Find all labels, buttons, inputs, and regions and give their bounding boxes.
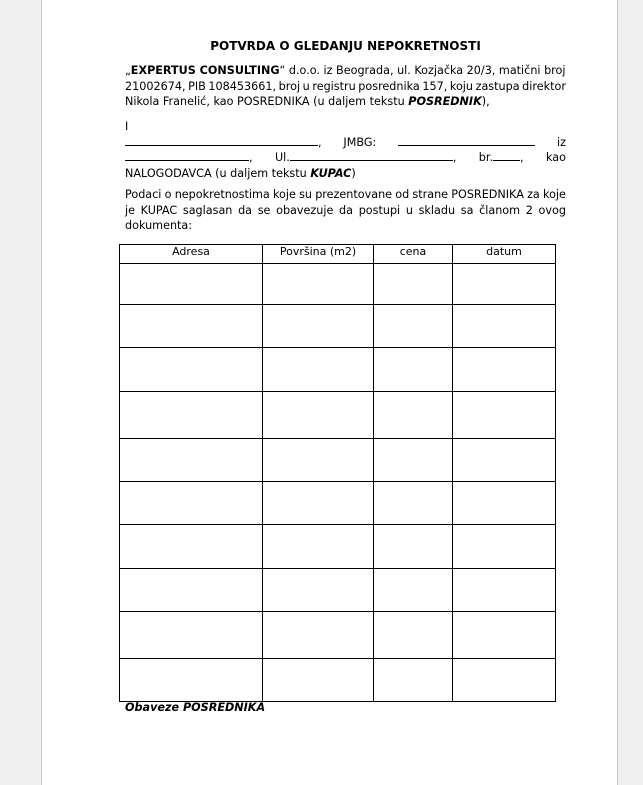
word: direktor <box>522 79 566 93</box>
iz-label: iz <box>557 135 566 149</box>
table-cell-cena[interactable] <box>374 482 453 525</box>
table-row <box>120 659 556 702</box>
word: da <box>339 203 354 217</box>
word: zastupa <box>475 79 520 93</box>
posrednik-term: POSREDNIK <box>408 95 482 108</box>
table-cell-adresa[interactable] <box>120 612 263 659</box>
section-heading-obaveze: Obaveze POSREDNIKA <box>125 701 266 714</box>
table-cell-cena[interactable] <box>374 305 453 348</box>
jmbg-label: JMBG: <box>343 135 377 149</box>
word: strane <box>412 188 449 201</box>
table-cell-povrsina[interactable] <box>263 612 374 659</box>
properties-intro-line-2 <box>125 203 566 219</box>
word: POSREDNIKA <box>451 188 524 201</box>
word: obavezuje <box>276 203 334 217</box>
table-cell-adresa[interactable] <box>120 659 263 702</box>
table-cell-cena[interactable] <box>374 612 453 659</box>
table-cell-adresa[interactable] <box>120 348 263 392</box>
table-cell-datum[interactable] <box>453 348 556 392</box>
word: su <box>299 188 312 201</box>
table-cell-povrsina[interactable] <box>263 482 374 525</box>
word: 108453661, <box>208 79 277 93</box>
word: koje <box>543 188 566 201</box>
properties-intro-paragraph <box>125 187 566 234</box>
word: skladu <box>418 203 456 217</box>
street-field[interactable] <box>290 150 453 161</box>
table-cell-cena[interactable] <box>374 659 453 702</box>
table-cell-datum[interactable] <box>453 482 556 525</box>
word: ovog <box>538 203 566 217</box>
table-row <box>120 439 556 482</box>
word: 157, <box>422 79 448 93</box>
table-cell-povrsina[interactable] <box>263 439 374 482</box>
table-row <box>120 525 556 569</box>
table-cell-cena[interactable] <box>374 348 453 392</box>
word: KUPAC <box>140 203 178 217</box>
buyer-line-1: , JMBG: iz <box>125 135 566 151</box>
buyer-name-field[interactable] <box>125 135 318 146</box>
table-cell-adresa[interactable] <box>120 305 263 348</box>
word: posrednika <box>358 79 420 93</box>
intro-line-3: Nikola Franelić, kao POSREDNIKA (u daljem tekstu POSREDNIK), <box>125 95 490 108</box>
table-cell-adresa[interactable] <box>120 525 263 569</box>
table-cell-cena[interactable] <box>374 264 453 305</box>
document-title: POTVRDA O GLEDANJU NEPOKRETNOSTI <box>210 39 481 53</box>
word: od <box>395 188 410 201</box>
word: za <box>527 188 540 201</box>
buyer-line-3: NALOGODAVCA (u daljem tekstu KUPAC) <box>125 166 356 180</box>
word: o <box>164 188 172 201</box>
intro-paragraph <box>125 63 566 110</box>
table-cell-datum[interactable] <box>453 569 556 612</box>
br-label: br. <box>478 151 494 164</box>
table-cell-povrsina[interactable] <box>263 348 374 392</box>
document-page <box>41 0 618 785</box>
word: da <box>238 203 253 217</box>
table-row <box>120 305 556 348</box>
table-cell-adresa[interactable] <box>120 264 263 305</box>
table-cell-povrsina[interactable] <box>263 569 374 612</box>
word: koje <box>272 188 296 201</box>
table-cell-povrsina[interactable] <box>263 392 374 439</box>
table-cell-adresa[interactable] <box>120 439 263 482</box>
table-row <box>120 612 556 659</box>
ul-label: Ul. <box>274 151 290 164</box>
column-header-adresa: Adresa <box>120 245 263 264</box>
table-cell-cena[interactable] <box>374 525 453 569</box>
word: broj <box>278 79 301 93</box>
kao-label: kao <box>546 151 566 164</box>
word: sa <box>460 203 474 217</box>
column-header-datum: datum <box>453 245 556 264</box>
word: nepokretnostima <box>174 188 270 201</box>
word: PIB <box>188 79 206 93</box>
column-header-cena: cena <box>374 245 453 264</box>
city-field[interactable] <box>125 150 249 161</box>
table-row <box>120 569 556 612</box>
table-cell-povrsina[interactable] <box>263 659 374 702</box>
table-cell-adresa[interactable] <box>120 482 263 525</box>
company-name: EXPERTUS CONSULTING <box>130 64 280 77</box>
word: 21002674, <box>125 79 186 93</box>
table-cell-datum[interactable] <box>453 439 556 482</box>
word: u <box>405 203 413 217</box>
table-cell-cena[interactable] <box>374 569 453 612</box>
table-cell-datum[interactable] <box>453 612 556 659</box>
word: 2 <box>525 203 533 217</box>
intro-line-1: „EXPERTUS CONSULTING“ d.o.o. iz Beograda, ul. Kozjačka 20/3, matični broj <box>125 64 566 77</box>
word: članom <box>479 203 521 217</box>
table-cell-datum[interactable] <box>453 659 556 702</box>
word: u <box>302 79 310 93</box>
word: se <box>257 203 271 217</box>
table-body <box>120 264 556 702</box>
table-cell-cena[interactable] <box>374 392 453 439</box>
properties-intro-line-1 <box>125 187 566 203</box>
table-cell-datum[interactable] <box>453 392 556 439</box>
intro-line-2 <box>125 79 566 95</box>
properties-table <box>119 244 556 702</box>
table-cell-cena[interactable] <box>374 439 453 482</box>
buyer-paragraph <box>125 119 566 181</box>
table-cell-datum[interactable] <box>453 525 556 569</box>
word: Podaci <box>125 188 162 201</box>
word: postupi <box>358 203 401 217</box>
table-cell-adresa[interactable] <box>120 392 263 439</box>
table-row <box>120 264 556 305</box>
jmbg-field[interactable] <box>398 135 535 146</box>
table-cell-datum[interactable] <box>453 305 556 348</box>
table-row <box>120 482 556 525</box>
word: saglasan <box>182 203 233 217</box>
kupac-term: KUPAC <box>310 166 352 180</box>
properties-intro-line-3: dokumenta: <box>125 219 193 232</box>
table-cell-adresa[interactable] <box>120 569 263 612</box>
column-header-povrsina: Površina (m2) <box>263 245 374 264</box>
buyer-i-label: I <box>125 120 129 133</box>
table-row <box>120 348 556 392</box>
number-field[interactable] <box>493 150 520 161</box>
table-row <box>120 392 556 439</box>
table-header-row <box>120 245 556 264</box>
word: koju <box>449 79 473 93</box>
buyer-line-2: , Ul. , br. , kao <box>125 150 566 166</box>
word: je <box>125 203 135 217</box>
table-cell-datum[interactable] <box>453 264 556 305</box>
word: prezentovane <box>315 188 393 201</box>
table-cell-povrsina[interactable] <box>263 525 374 569</box>
table-cell-povrsina[interactable] <box>263 264 374 305</box>
table-cell-povrsina[interactable] <box>263 305 374 348</box>
word: registru <box>312 79 356 93</box>
